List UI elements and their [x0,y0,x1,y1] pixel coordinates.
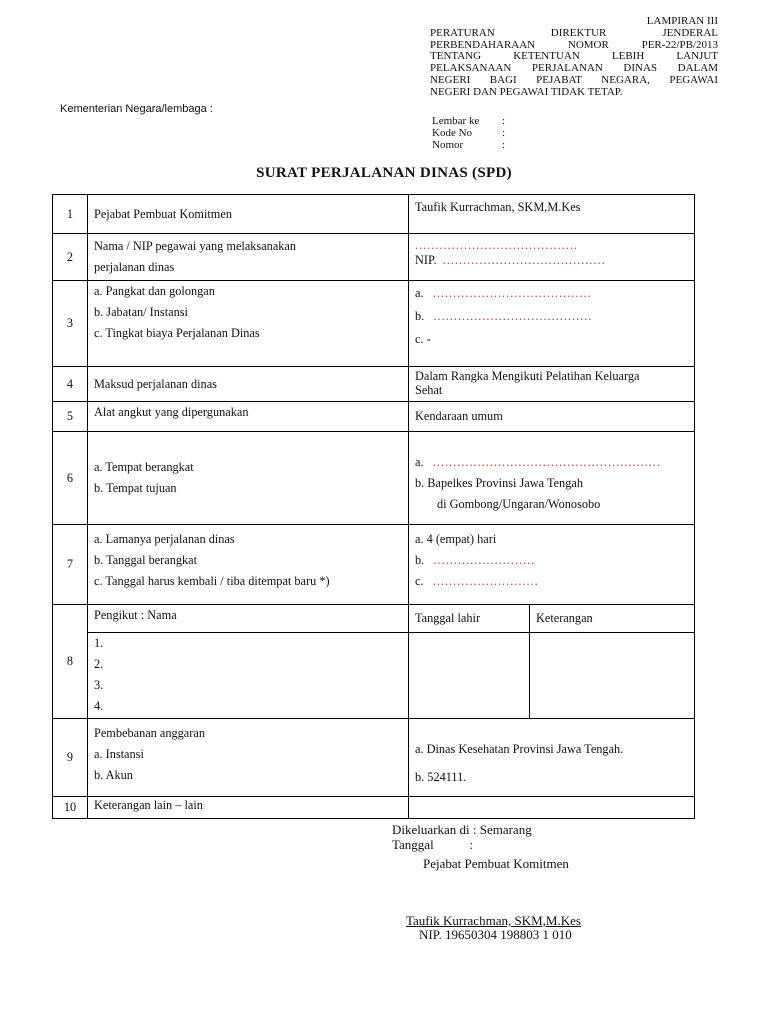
header-line-6: NEGERI DAN PEGAWAI TIDAK TETAP. [430,85,623,98]
kode-no-label: Kode No [432,127,473,139]
row-label: a. Tempat berangkat b. Tempat tujuan [88,432,409,525]
row-number: 7 [53,525,88,605]
row-value: Taufik Kurrachman, SKM,M.Kes [409,195,695,234]
row-number: 10 [53,797,88,819]
header-line-4: PELAKSANAAN PERJALANAN DINAS DALAM [430,62,718,75]
row-label: Pembebanan anggaran a. Instansi b. Akun [88,719,409,797]
row-label: Keterangan lain – lain [88,797,409,819]
table-row [53,367,695,402]
header-line-3: TENTANG KETENTUAN LEBIH LANJUT [430,50,718,63]
row-label: a. Lamanya perjalanan dinas b. Tanggal berangkat c. Tanggal harus kembali / tiba ditempat baru *) [88,525,409,605]
nomor-colon: : [502,139,506,151]
list-item: 1. [94,636,104,650]
document-title: SURAT PERJALANAN DINAS (SPD) [256,165,512,181]
signer-name: Taufik Kurrachman, SKM,M.Kes [406,913,581,928]
list-item: 3. [94,678,104,692]
row-label: a. Pangkat dan golongan b. Jabatan/ Instansi c. Tingkat biaya Perjalanan Dinas [88,281,409,367]
col-tanggal-lahir: Tanggal lahir [409,605,530,633]
row-number: 9 [53,719,88,797]
dikeluarkan-label: Dikeluarkan di : Semarang [392,822,532,837]
pengikut-list [88,633,409,719]
row-label: Nama / NIP pegawai yang melaksanakan perjalanan dinas [88,234,409,281]
table-row [53,525,695,605]
kementerian-label: Kementerian Negara/lembaga : [60,103,213,115]
spd-table [52,194,695,819]
row-label: Alat angkut yang dipergunakan [88,402,409,432]
row-label: Pejabat Pembuat Komitmen [88,195,409,234]
row-number: 4 [53,367,88,402]
row-number: 3 [53,281,88,367]
lampiran-label: LAMPIRAN III [646,15,718,27]
nomor-label: Nomor [432,139,464,151]
table-row [53,432,695,525]
row-value: a. ....................................... b. ....................................... c. - [409,281,695,367]
row-number: 6 [53,432,88,525]
signer-nip: NIP. 19650304 198803 1 010 [419,927,572,942]
list-item: 4. [94,699,104,713]
keterangan-cell [530,633,695,719]
table-row [53,633,695,719]
row-label: Maksud perjalanan dinas [88,367,409,402]
lembar-block [432,115,505,151]
table-row [53,605,695,633]
lembar-ke-label: Lembar ke [432,115,480,127]
table-row [53,281,695,367]
header-line-2: PERBENDAHARAAN NOMOR PER-22/PB/2013 [430,38,718,51]
row-value: Kendaraan umum [409,402,695,432]
kode-no-colon: : [502,127,506,139]
row-value: ........................................ NIP. ........................................ [409,234,695,281]
row-number: 8 [53,605,88,719]
signer-title: Pejabat Pembuat Komitmen [423,856,569,871]
row-value: Dalam Rangka Mengikuti Pelatihan Keluarga Sehat [409,367,695,402]
row-value [409,797,695,819]
list-item: 2. [94,657,104,671]
table-row [53,719,695,797]
row-number: 1 [53,195,88,234]
table-row [53,797,695,819]
table-row [53,195,695,234]
table-row [53,234,695,281]
row-number: 5 [53,402,88,432]
row-value: a. 4 (empat) hari b. ......................... c. .......................... [409,525,695,605]
regulation-header [430,16,718,99]
lembar-ke-colon: : [502,115,506,127]
table-row [53,402,695,432]
header-line-5: NEGERI BAGI PEJABAT NEGARA, PEGAWAI [430,73,718,86]
row-label: Pengikut : Nama [88,605,409,633]
row-number: 2 [53,234,88,281]
row-value: a. Dinas Kesehatan Provinsi Jawa Tengah. b. 524111. [409,719,695,797]
tanggal-label: Tanggal : [392,837,474,852]
row-value: a. ........................................................ b. Bapelkes Provinsi Jawa Tengah di Gombong/Ungaran/Wonosobo [409,432,695,525]
col-keterangan: Keterangan [530,605,695,633]
header-line-1: PERATURAN DIREKTUR JENDERAL [430,26,718,39]
tanggal-lahir-cell [409,633,530,719]
